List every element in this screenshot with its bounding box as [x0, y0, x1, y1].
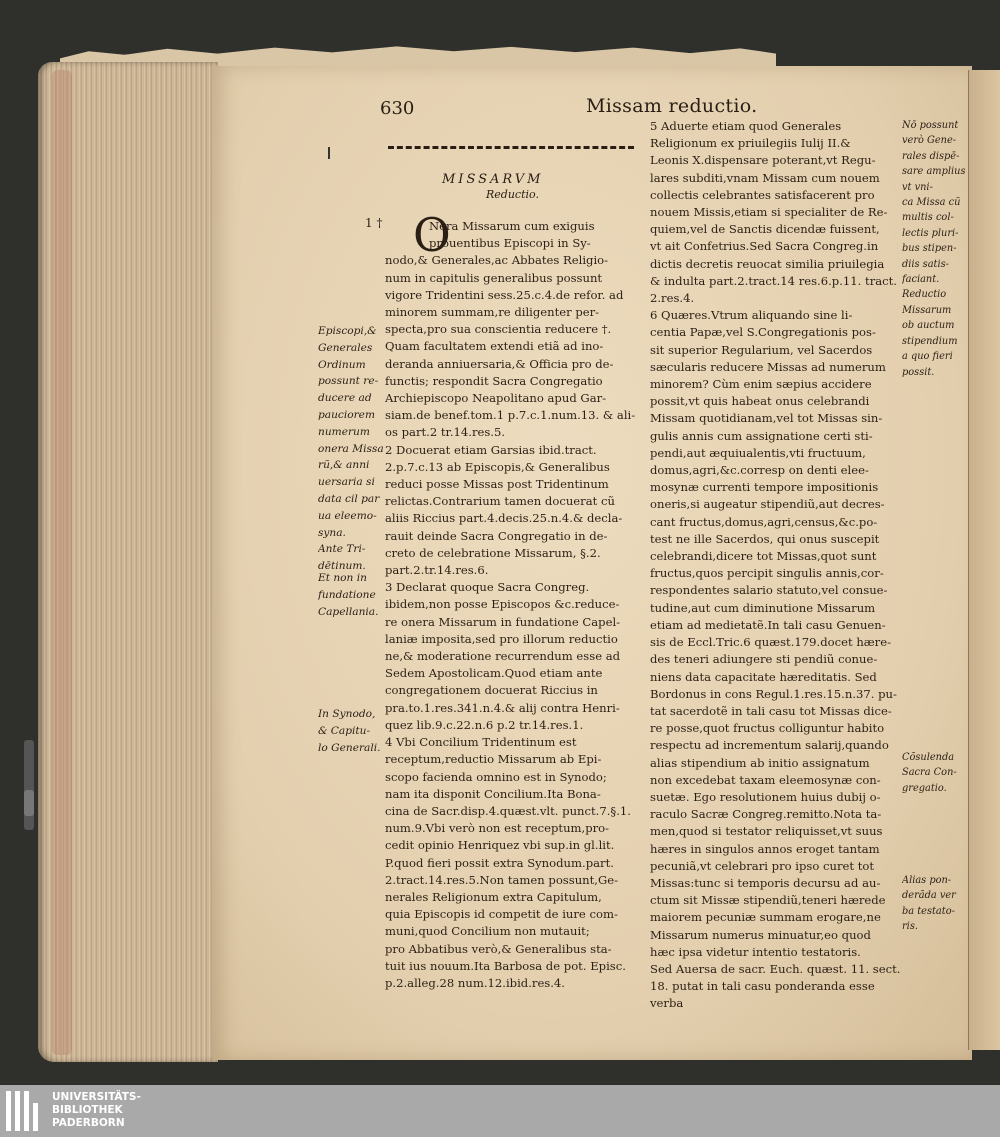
margin-note-line: rũ,& anni: [318, 459, 370, 472]
text-line: test ne ille Sacerdos, qui onus suscepit: [650, 531, 880, 546]
text-line: p.2.alleg.28 num.12.ibid.res.4.: [385, 975, 565, 990]
text-line: sit superior Regularium, vel Sacerdos: [650, 342, 873, 357]
text-line: non excedebat taxam eleemosynæ con-: [650, 772, 881, 787]
right-margin-note: [902, 118, 966, 380]
margin-note-line: possit.: [902, 366, 935, 378]
library-name-line: UNIVERSITÄTS-: [52, 1091, 141, 1103]
text-line: Nera Missarum cum exiguis: [429, 219, 595, 233]
text-line: niens data capacitate hæreditatis. Sed: [650, 669, 877, 684]
library-logo-icon: [6, 1091, 46, 1131]
text-line: quia Episcopis id competit de iure com-: [385, 907, 618, 922]
margin-note-line: Et non in: [318, 572, 367, 584]
text-line: etiam ad medietatẽ.In tali casu Genuen-: [650, 617, 886, 632]
text-line: possit,vt quis habeat onus celebrandi: [650, 394, 870, 409]
text-line: deranda anniuersaria,& Officia pro de-: [385, 356, 614, 371]
margin-note-line: gregatio.: [902, 782, 947, 794]
text-line: Leonis X.dispensare poterant,vt Regu-: [650, 153, 876, 168]
text-line: re onera Missarum in fundatione Capel-: [385, 614, 621, 629]
margin-note-line: Ante Tri-: [318, 543, 366, 556]
text-line: ctum sit Missæ stipendiũ,teneri hærede: [650, 893, 886, 908]
text-line: centia Papæ,vel S.Congregationis pos-: [650, 325, 876, 340]
text-line: P.quod fieri possit extra Synodum.part.: [385, 855, 614, 870]
margin-note-line: vt vni-: [902, 181, 933, 193]
right-margin-note: [902, 750, 966, 796]
text-line: ne,& moderatione recurrendum esse ad: [385, 649, 621, 664]
margin-note-line: ua eleemo-: [318, 509, 377, 522]
text-line: Sed Auersa de sacr. Euch. quæst. 11. sect.: [650, 961, 900, 976]
left-text-column: [385, 218, 639, 992]
text-line: tuit ius nouum.Ita Barbosa de pot. Episc.: [385, 958, 626, 973]
text-line: vigore Tridentini sess.25.c.4.de refor. ad: [385, 287, 624, 302]
margin-note-line: & Capitu-: [318, 724, 371, 737]
text-line: 2.res.4.: [650, 291, 695, 306]
margin-note-line: dētinum.: [318, 560, 366, 573]
text-line: congregationem docuerat Riccius in: [385, 683, 598, 698]
text-line: muni,quod Concilium non mutauit;: [385, 924, 590, 939]
library-footer-bar: [0, 1085, 1000, 1137]
margin-note-line: data cil par: [318, 492, 380, 505]
header-rule: [388, 146, 634, 152]
left-margin-note: [318, 570, 386, 620]
section-title: MISSARVM: [442, 172, 544, 187]
text-line: verba: [650, 996, 684, 1011]
margin-note-line: Cõsulenda: [902, 752, 955, 763]
text-line: cant fructus,domus,agri,census,&c.po-: [650, 514, 878, 529]
margin-note-line: Alias pon-: [902, 875, 952, 886]
margin-note-line: pauciorem: [318, 408, 375, 421]
margin-note-line: onera Missa: [318, 442, 384, 455]
text-line: laniæ imposita,sed pro illorum reductio: [385, 631, 618, 646]
margin-note-line: Sacra Con-: [902, 767, 957, 779]
text-line: pro Abbatibus verò,& Generalibus sta-: [385, 941, 612, 956]
margin-note-line: multis col-: [902, 212, 954, 224]
text-line: lares subditi,vnam Missam cum nouem: [650, 170, 880, 185]
margin-note-line: derãda ver: [902, 890, 956, 902]
right-page-edge: [968, 70, 1000, 1050]
text-line: collectis celebrantes satisfacerent pro: [650, 187, 875, 202]
text-line: pra.to.1.res.341.n.4.& alij contra Henri-: [385, 700, 620, 715]
margin-note-line: numerum: [318, 425, 370, 438]
margin-note-line: Capellania.: [318, 605, 379, 618]
margin-note-line: rales dispē-: [902, 150, 960, 162]
text-line: siam.de benef.tom.1 p.7.c.1.num.13. & ali-: [385, 408, 636, 423]
right-text-column: [650, 118, 900, 1013]
text-line: Quam facultatem extendi etiã ad ino-: [385, 339, 604, 354]
margin-note-line: syna.: [318, 526, 346, 539]
text-line: ibidem,non posse Episcopos &c.reduce-: [385, 597, 620, 612]
margin-note-line: Reductio: [902, 289, 947, 301]
text-line: 18. putat in tali casu ponderanda esse: [650, 979, 875, 994]
text-line: minorem? Cùm enim sæpius accidere: [650, 377, 872, 392]
text-line: sis de Eccl.Tric.6 quæst.179.docet hære-: [650, 635, 892, 650]
text-line: rauit deinde Sacra Congregatio in de-: [385, 528, 608, 543]
text-line: quez lib.9.c.22.n.6 p.2 tr.14.res.1.: [385, 717, 584, 732]
text-line: mosynæ currenti tempore impositionis: [650, 480, 879, 495]
text-line: 2 Docuerat etiam Garsias ibid.tract.: [385, 442, 597, 457]
text-line: num.9.Vbi verò non est receptum,pro-: [385, 821, 610, 836]
margin-note-line: possunt re-: [318, 375, 379, 388]
text-line: cina de Sacr.disp.4.quæst.vlt. punct.7.§.1.: [385, 803, 631, 818]
library-name: [52, 1091, 141, 1130]
text-line: receptum,reductio Missarum ab Epi-: [385, 752, 602, 767]
margin-note-line: Missarum: [902, 304, 952, 316]
text-line: relictas.Contrarium tamen docuerat cũ: [385, 494, 615, 509]
text-line: nouem Missis,etiam si specialiter de Re-: [650, 205, 888, 220]
text-line: specta,pro sua conscientia reducere †.: [385, 322, 612, 337]
running-title: Missam reductio.: [586, 95, 758, 117]
margin-mark: [328, 147, 330, 159]
drop-cap: O: [413, 208, 451, 262]
margin-note-line: ca Missa cũ: [902, 197, 961, 209]
text-line: 2.p.7.c.13 ab Episcopis,& Generalibus: [385, 459, 610, 474]
text-line: aliis Riccius part.4.decis.25.n.4.& decla-: [385, 511, 623, 526]
right-margin-note: [902, 873, 966, 935]
margin-note-line: ducere ad: [318, 392, 372, 405]
text-line: fructus,quos percipit singulis annis,cor-: [650, 566, 884, 581]
text-line: suetæ. Ego resolutionem huius dubij o-: [650, 789, 881, 804]
text-line: Missas:tunc si temporis decursu ad au-: [650, 875, 881, 890]
text-line: os part.2 tr.14.res.5.: [385, 425, 506, 440]
margin-note-line: Nō possunt: [902, 120, 959, 131]
text-line: tudine,aut cum diminutione Missarum: [650, 600, 876, 615]
margin-note-line: stipendium: [902, 335, 958, 347]
margin-note-line: Generales: [318, 341, 373, 354]
text-line: Bordonus in cons Regul.1.res.15.n.37. pu-: [650, 686, 897, 701]
text-line: men,quod si testator reliquisset,vt suus: [650, 824, 883, 839]
text-line: Missam quotidianam,vel tot Missas sin-: [650, 411, 883, 426]
text-line: pendi,aut æquiualentis,vti fructuum,: [650, 445, 866, 460]
left-margin-note: [318, 323, 386, 575]
section-subtitle: Reductio.: [486, 188, 539, 201]
text-line: prouentibus Episcopi in Sy-: [429, 236, 591, 251]
text-line: des teneri adiungere sti pendiũ conue-: [650, 652, 878, 667]
margin-note-line: bus stipen-: [902, 243, 957, 255]
page-number: 630: [380, 98, 415, 119]
text-line: tat sacerdotẽ in tali casu tot Missas dice-: [650, 703, 892, 718]
text-line: 3 Declarat quoque Sacra Congreg.: [385, 580, 590, 595]
text-line: 2.tract.14.res.5.Non tamen possunt,Ge-: [385, 872, 619, 887]
text-line: nodo,& Generales,ac Abbates Religio-: [385, 253, 609, 268]
text-line: nam ita disponit Concilium.Ita Bona-: [385, 786, 601, 801]
text-line: Archiepiscopo Neapolitano apud Gar-: [385, 391, 607, 406]
margin-note-line: a quo fieri: [902, 351, 953, 363]
text-line: minorem summam,re diligenter per-: [385, 305, 600, 320]
text-line: nerales Religionum extra Capitulum,: [385, 889, 602, 904]
text-line: gulis annis cum assignatione certi sti-: [650, 428, 873, 443]
text-line: creto de celebratione Missarum, §.2.: [385, 545, 601, 560]
text-line: hæres in singulos annos eroget tantam: [650, 841, 880, 856]
text-line: scopo facienda omnino est in Synodo;: [385, 769, 607, 784]
text-line: respectu ad incrementum salarij,quando: [650, 738, 889, 753]
text-line: vt ait Confetrius.Sed Sacra Congreg.in: [650, 239, 879, 254]
text-line: 6 Quæres.Vtrum aliquando sine li-: [650, 308, 853, 323]
margin-note-line: sare amplius: [902, 166, 966, 178]
text-line: oneris,si augeatur stipendiũ,aut decres-: [650, 497, 885, 512]
margin-note-line: lectis pluri-: [902, 227, 959, 239]
text-line: num in capitulis generalibus possunt: [385, 270, 603, 285]
text-line: 5 Aduerte etiam quod Generales: [650, 119, 842, 133]
margin-note-line: fundatione: [318, 588, 376, 601]
text-line: Missarum numerus minuatur,eo quod: [650, 927, 871, 942]
book-clasp: [24, 740, 34, 830]
text-line: Religionum ex priuilegiis Iulij II.&: [650, 136, 851, 151]
text-line: part.2.tr.14.res.6.: [385, 563, 489, 578]
book-page-edges: [38, 62, 218, 1062]
margin-note-line: ob auctum: [902, 320, 955, 332]
book-clasp-knob: [24, 790, 34, 816]
margin-note-line: diis satis-: [902, 258, 949, 270]
text-line: pecuniã,vt celebrari pro ipso curet tot: [650, 858, 875, 873]
margin-note-line: Ordinum: [318, 358, 366, 371]
margin-note-line: uersaria si: [318, 476, 375, 489]
text-line: Sedem Apostolicam.Quod etiam ante: [385, 666, 603, 681]
text-line: quiem,vel de Sanctis dicendæ fuissent,: [650, 222, 880, 237]
text-line: respondentes salario statuto,vel consue-: [650, 583, 888, 598]
text-line: domus,agri,&c.corresp on denti elee-: [650, 463, 869, 478]
text-line: maiorem pecuniæ summam erogare,ne: [650, 910, 881, 925]
text-line: alias stipendium ab initio assignatum: [650, 755, 870, 770]
text-line: re posse,quot fructus colliguntur habito: [650, 721, 885, 736]
margin-note-line: verò Gene-: [902, 135, 957, 147]
text-line: raculo Sacræ Congreg.remitto.Nota ta-: [650, 807, 882, 822]
text-line: celebrandi,dicere tot Missas,quot sunt: [650, 549, 877, 564]
margin-note-line: lo Generali.: [318, 741, 381, 754]
text-line: functis; respondit Sacra Congregatio: [385, 373, 603, 388]
text-line: cedit opinio Henriquez vbi sup.in gl.lit.: [385, 838, 615, 853]
paragraph-number: 1 †: [365, 216, 383, 230]
margin-note-line: ba testato-: [902, 905, 955, 917]
text-line: dictis decretis reuocat similia priuilegia: [650, 256, 885, 271]
library-name-line: PADERBORN: [52, 1117, 125, 1129]
margin-note-line: faciant.: [902, 274, 940, 286]
library-name-line: BIBLIOTHEK: [52, 1104, 123, 1116]
margin-note-line: ris.: [902, 921, 918, 933]
text-line: hæc ipsa videtur intentio testatoris.: [650, 944, 861, 959]
text-line: & indulta part.2.tract.14 res.6.p.11. tract.: [650, 273, 897, 288]
margin-note-line: In Synodo,: [318, 708, 376, 720]
text-line: reduci posse Missas post Tridentinum: [385, 477, 609, 492]
margin-note-line: Episcopi,&: [318, 325, 377, 337]
left-margin-note: [318, 706, 386, 756]
text-line: 4 Vbi Concilium Tridentinum est: [385, 735, 577, 750]
text-line: sæcularis reducere Missas ad numerum: [650, 359, 886, 374]
